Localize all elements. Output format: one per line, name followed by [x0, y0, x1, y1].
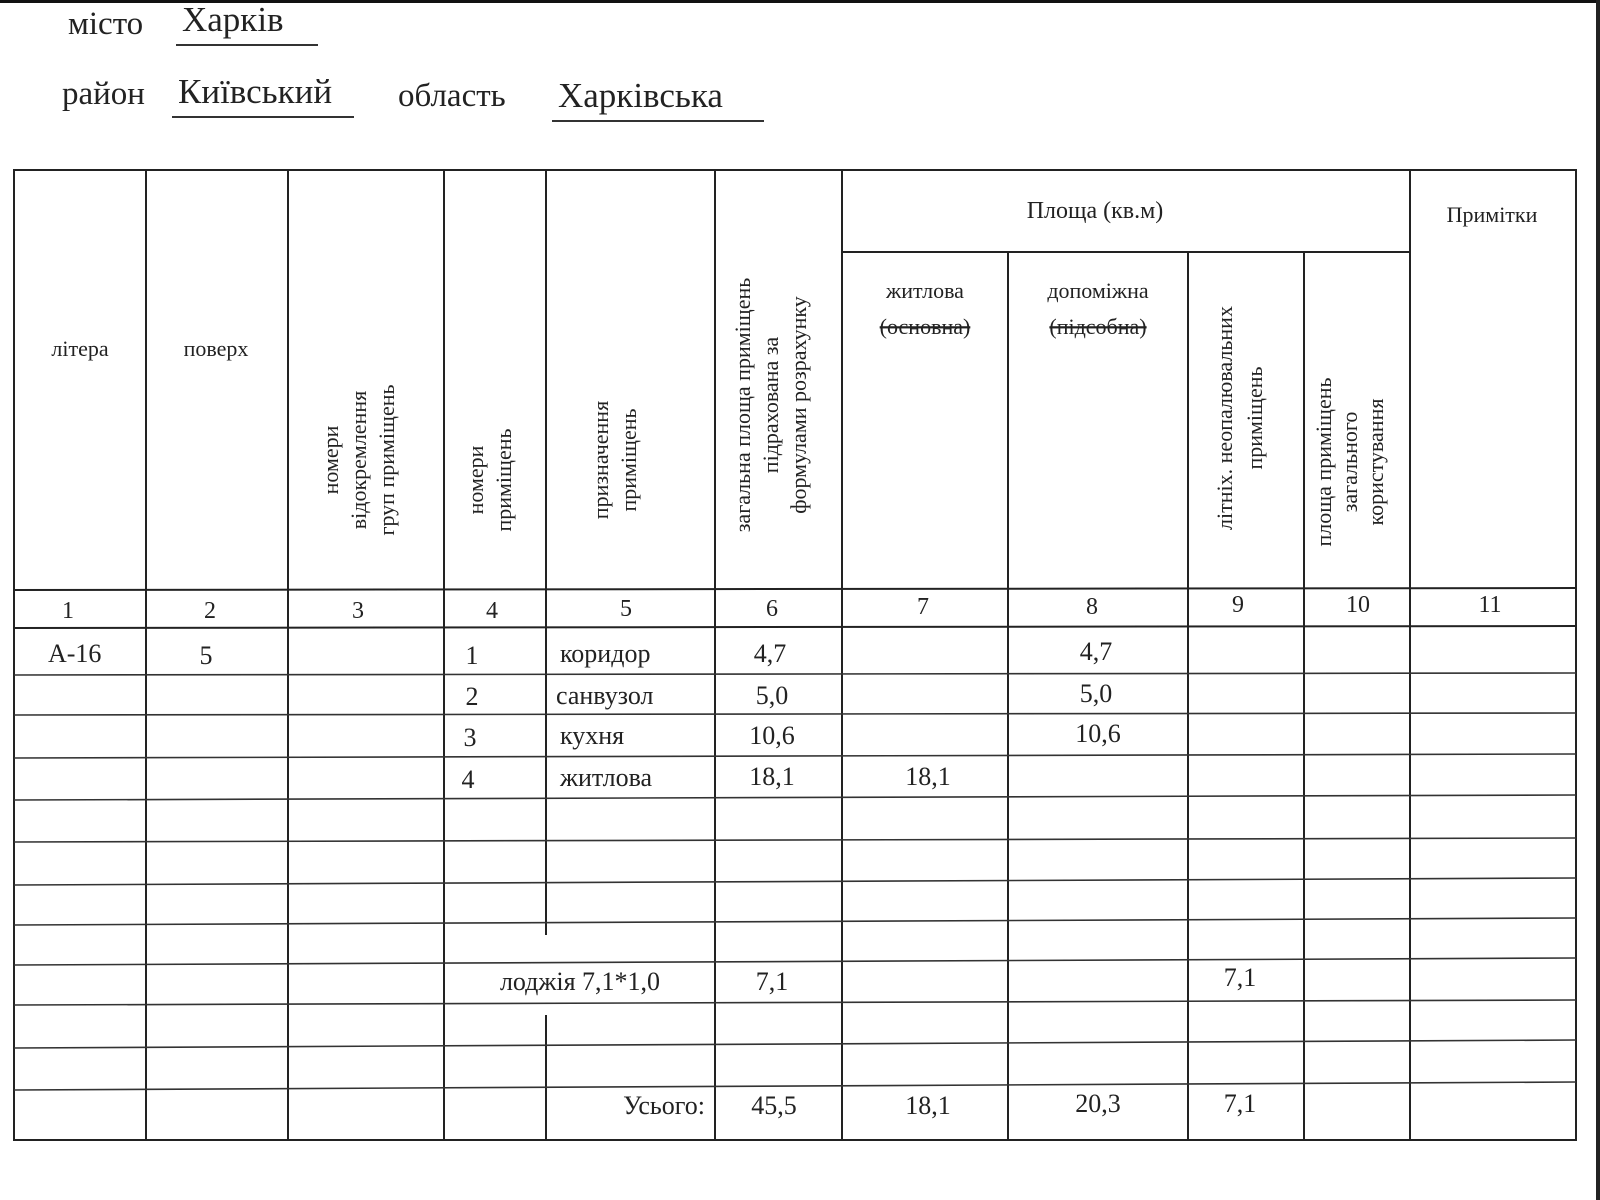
header-group-numbers-line: номери	[318, 425, 343, 495]
header-room-numbers	[463, 428, 516, 531]
cell-floor: 5	[199, 641, 213, 670]
cell-living-area: 18,1	[905, 762, 951, 791]
cell-loggia-total: 7,1	[755, 967, 789, 996]
header-notes: Примітки	[1446, 202, 1538, 227]
header-living-line2: (основна)	[879, 314, 971, 339]
column-number: 6	[766, 596, 778, 622]
cell-auxiliary-area: 5,0	[1079, 679, 1113, 708]
header-group-numbers-line: груп приміщень	[374, 384, 399, 536]
cell-purpose: кухня	[560, 721, 625, 750]
column-number: 2	[204, 598, 216, 624]
header-common	[1311, 377, 1388, 546]
column-number: 5	[620, 596, 632, 622]
numbers-bottom-line	[14, 626, 1576, 628]
cell-purpose: житлова	[560, 763, 653, 792]
cell-total-area: 4,7	[753, 639, 787, 668]
row-line	[14, 1000, 1576, 1005]
cell-loggia-summer: 7,1	[1223, 963, 1257, 992]
header-living-line1: житлова	[886, 278, 964, 303]
header-common-line: користування	[1363, 398, 1388, 526]
header-area-group: Площа (кв.м)	[1026, 198, 1164, 224]
cell-auxiliary-area: 10,6	[1075, 719, 1121, 748]
header-room-numbers-line: номери	[463, 445, 488, 515]
cell-purpose: санвузол	[556, 681, 654, 710]
row-line	[14, 838, 1576, 842]
column-number: 4	[486, 598, 498, 624]
row-line	[14, 754, 1576, 758]
header-auxiliary-line2: (підсобна)	[1049, 314, 1147, 339]
header-summer	[1212, 306, 1267, 530]
cell-room-number: 2	[465, 682, 479, 711]
header-summer-line: літніх. неопалювальних	[1212, 306, 1237, 530]
cell-room-number: 4	[461, 765, 475, 794]
cell-litera: А-16	[48, 639, 102, 668]
header-litera: літера	[51, 336, 109, 361]
region-label: область	[398, 78, 506, 114]
header-purpose-line: призначення	[588, 400, 613, 520]
column-number: 7	[917, 594, 929, 620]
totals-living-area: 18,1	[905, 1091, 951, 1120]
cell-total-area: 10,6	[749, 721, 795, 750]
region-value: Харківська	[552, 76, 764, 122]
column-number: 1	[62, 598, 74, 624]
header-auxiliary-line1: допоміжна	[1047, 278, 1149, 303]
header-purpose-line: приміщень	[616, 408, 641, 512]
header-total-area-line: загальна площа приміщень	[730, 277, 755, 533]
row-line	[14, 1082, 1576, 1090]
column-number: 9	[1232, 592, 1244, 618]
header-group-numbers	[318, 384, 399, 535]
column-number: 3	[352, 598, 364, 624]
totals-label: Усього:	[623, 1091, 705, 1120]
totals-auxiliary-area: 20,3	[1075, 1089, 1121, 1118]
header-floor: поверх	[183, 336, 249, 361]
cell-room-number: 3	[463, 723, 477, 752]
column-number: 10	[1346, 592, 1370, 618]
row-line	[14, 713, 1576, 715]
city-label: місто	[68, 6, 144, 42]
totals-total-area: 45,5	[751, 1091, 797, 1120]
cell-purpose: коридор	[560, 639, 651, 668]
city-value: Харків	[176, 0, 318, 46]
header-purpose	[588, 401, 641, 519]
header-room-numbers-line: приміщень	[491, 428, 516, 532]
header-total-area-line: підрахована за	[758, 336, 783, 474]
header-common-line: загального	[1337, 411, 1362, 513]
cell-loggia-label: лоджія 7,1*1,0	[499, 967, 661, 996]
header-bottom-line	[14, 588, 1576, 590]
column-number: 8	[1086, 594, 1098, 620]
row-line	[14, 795, 1576, 800]
header-total-area	[730, 278, 811, 533]
cell-room-number: 1	[465, 641, 479, 670]
row-line	[14, 878, 1576, 885]
header-total-area-line: формулами розрахунку	[786, 296, 811, 514]
row-line	[14, 918, 1576, 925]
totals-summer-area: 7,1	[1223, 1089, 1257, 1118]
cell-total-area: 18,1	[749, 762, 795, 791]
header-common-line: площа приміщень	[1311, 377, 1336, 547]
cell-total-area: 5,0	[755, 681, 789, 710]
header-summer-line: приміщень	[1242, 366, 1267, 470]
row-line	[14, 1040, 1576, 1048]
column-number: 11	[1478, 592, 1502, 618]
row-line	[14, 958, 1576, 965]
district-value: Київський	[172, 72, 354, 118]
header-group-numbers-line: відокремлення	[346, 390, 371, 530]
row-line	[14, 673, 1576, 675]
district-label: район	[62, 76, 145, 112]
cell-auxiliary-area: 4,7	[1079, 637, 1113, 666]
